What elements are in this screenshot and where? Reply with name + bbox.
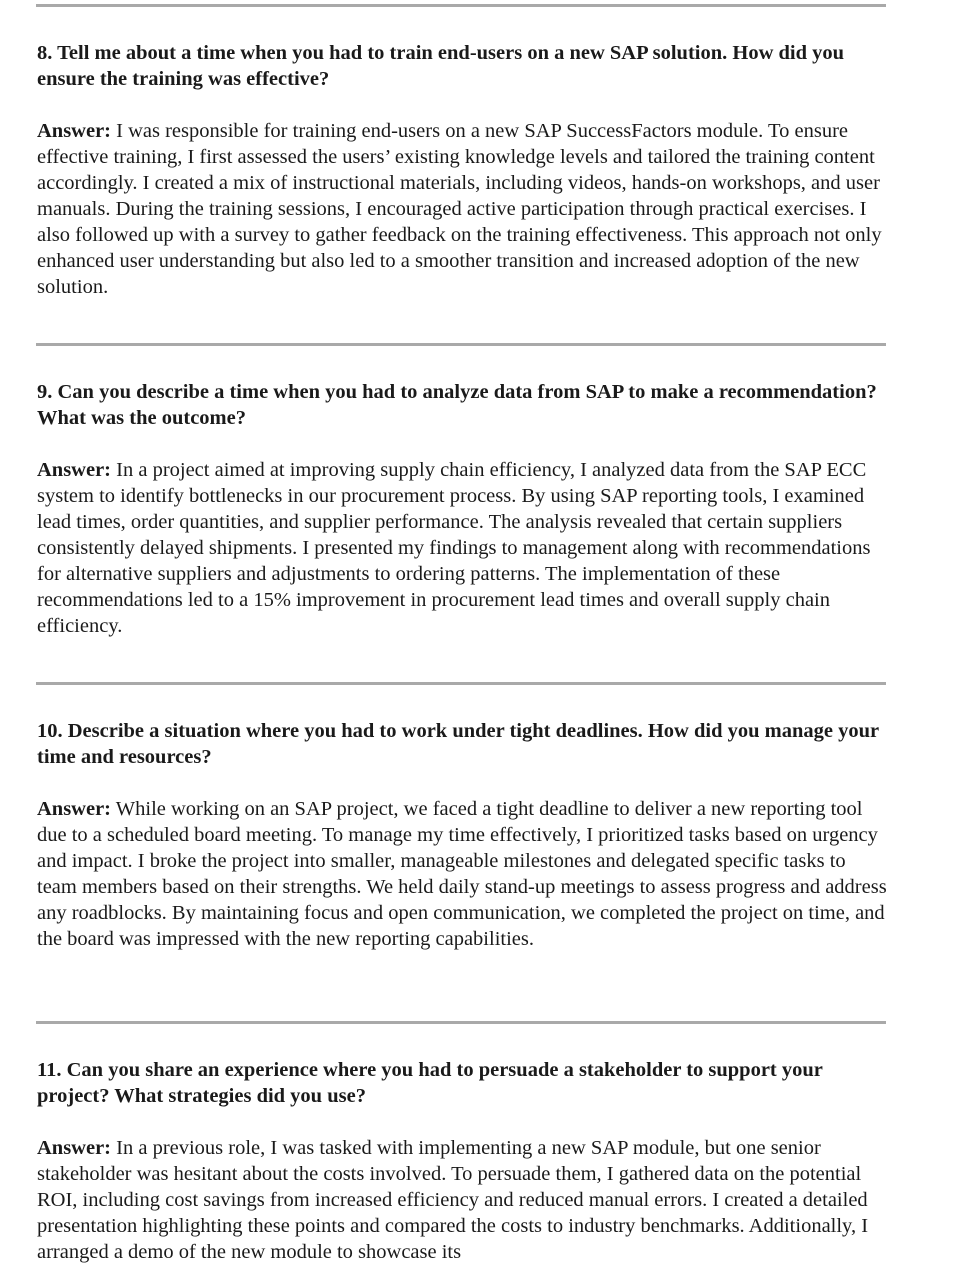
answer-label: Answer:: [37, 798, 112, 820]
answer-text: While working on an SAP project, we faced a tight deadline to deliver a new reporting tool due to a scheduled board meeting. To manage my time effectively, I prioritized tasks based on urgency and impact. I broke the project into smaller, manageable milestones and delegated specific tasks to team members based on their strengths. We held daily stand-up meetings to assess progress and address any roadblocks. By maintaining focus and open communication, we completed the project on time, and the board was impressed with the new reporting capabilities.: [37, 798, 887, 950]
question-heading: 9. Can you describe a time when you had to analyze data from SAP to make a recommendation? What was the outcome?: [37, 381, 877, 429]
qa-item-9: [37, 379, 889, 639]
answer-text: In a previous role, I was tasked with implementing a new SAP module, but one senior stakeholder was hesitant about the costs involved. To persuade them, I gathered data on the potential ROI, including cost savings from increased efficiency and reduced manual errors. I created a detailed presentation highlighting these points and compared the costs to industry benchmarks. Additionally, I arranged a demo of the new module to showcase its: [37, 1137, 869, 1263]
section-divider: [36, 4, 886, 7]
answer-paragraph: [37, 457, 889, 639]
qa-item-8: [37, 40, 889, 300]
qa-item-11: [37, 1057, 889, 1265]
answer-paragraph: [37, 796, 889, 952]
section-divider: [36, 682, 886, 685]
answer-paragraph: [37, 1135, 889, 1265]
answer-label: Answer:: [37, 1137, 112, 1159]
answer-label: Answer:: [37, 459, 112, 481]
answer-paragraph: [37, 118, 889, 300]
section-divider: [36, 1021, 886, 1024]
answer-text: I was responsible for training end-users on a new SAP SuccessFactors module. To ensure effective training, I first assessed the users’ existing knowledge levels and tailored the training content accordingly. I created a mix of instructional materials, including videos, hands-on workshops, and user manuals. During the training sessions, I encouraged active participation through practical exercises. I also followed up with a survey to gather feedback on the training effectiveness. This approach not only enhanced user understanding but also led to a smoother transition and increased adoption of the new solution.: [37, 120, 882, 298]
question-heading: 8. Tell me about a time when you had to train end-users on a new SAP solution. How did you ensure the training was effective?: [37, 42, 845, 90]
answer-label: Answer:: [37, 120, 112, 142]
answer-text: In a project aimed at improving supply chain efficiency, I analyzed data from the SAP ECC system to identify bottlenecks in our procurement process. By using SAP reporting tools, I examined lead times, order quantities, and supplier performance. The analysis revealed that certain suppliers consistently delayed shipments. I presented my findings to management along with recommendations for alternative suppliers and adjustments to ordering patterns. The implementation of these recommendations led to a 15% improvement in procurement lead times and overall supply chain efficiency.: [37, 459, 871, 637]
question-heading: 11. Can you share an experience where you had to persuade a stakeholder to support your project? What strategies did you use?: [37, 1059, 823, 1107]
qa-item-10: [37, 718, 889, 952]
question-heading: 10. Describe a situation where you had to work under tight deadlines. How did you manage your time and resources?: [37, 720, 879, 768]
section-divider: [36, 343, 886, 346]
